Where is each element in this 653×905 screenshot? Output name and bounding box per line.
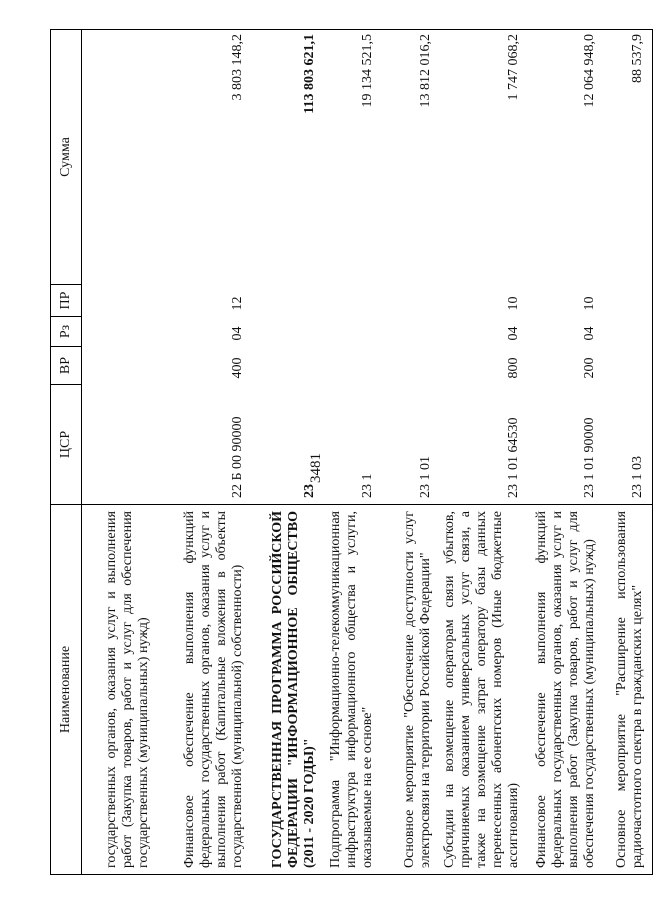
row-sum: 3 803 148,2 — [158, 30, 252, 285]
row-rz — [82, 317, 159, 347]
row-pr — [324, 285, 382, 317]
row-csr: 23 1 — [360, 473, 375, 498]
row-csr: 23 1 03 — [604, 385, 653, 505]
header-vr: ВР — [51, 347, 82, 385]
row-sum: 13 812 016,2 — [382, 30, 440, 285]
row-sum: 1 747 068,2 — [440, 30, 528, 285]
row-pr — [604, 285, 653, 317]
table-header-row — [51, 30, 82, 875]
row-vr: 800 — [506, 357, 521, 379]
row-name: Основное мероприятие "Расширение использования радиочастотного спектра в гражданских целях" — [604, 505, 653, 875]
row-csr: 23 1 01 90000 — [582, 417, 597, 498]
row-csr: 23 1 01 64530 — [506, 417, 521, 498]
row-name: Субсидии на возмещение операторам связи убытков, причиняемых оказанием универсальных услуг связи, а также на возмещение затрат оператору базы данных перенесенных абонентских номеров (Иные бюджетные ассигнования) — [440, 505, 528, 875]
row-sum: 19 134 521,5 — [324, 30, 382, 285]
row-vr — [252, 347, 324, 385]
row-pr — [82, 285, 159, 317]
table-row — [604, 30, 653, 875]
row-rz — [382, 317, 440, 347]
row-sum: 113 803 621,1 — [252, 30, 324, 285]
row-pr: 10 — [506, 296, 521, 311]
table-row — [158, 30, 252, 875]
row-sum: 12 064 948,0 — [528, 30, 604, 285]
page-number: 3481 — [308, 453, 324, 483]
table-row-program — [252, 30, 324, 875]
row-rz — [324, 317, 382, 347]
row-vr — [324, 347, 382, 385]
row-name: Финансовое обеспечение выполнения функций федеральных государственных органов, оказания услуг и выполнения работ (Капитальные вложения в объекты государственной (муниципальной) собственности) — [158, 505, 252, 875]
budget-table-rotated — [50, 30, 645, 875]
row-name: Подпрограмма "Информационно-телекоммуникационная инфраструктура информационного общества и услуги, оказываемые на ее основе" — [324, 505, 382, 875]
header-csr: ЦСР — [51, 385, 82, 505]
row-rz — [604, 317, 653, 347]
table-row — [82, 30, 159, 875]
row-vr — [382, 347, 440, 385]
row-name: Финансовое обеспечение выполнения функций федеральных государственных органов, оказания услуг и выполнения работ (Закупка товаров, работ и услуг для обеспечения государственных (муниципальных) нужд) — [528, 505, 604, 875]
table-row — [324, 30, 382, 875]
row-rz: 04 — [506, 326, 521, 341]
row-rz: 04 — [230, 326, 245, 341]
budget-table — [50, 29, 653, 875]
row-csr: 22 Б 00 90000 — [230, 416, 245, 498]
row-vr: 200 — [582, 357, 597, 379]
row-sum: 88 537,9 — [604, 30, 653, 285]
row-pr: 12 — [230, 296, 245, 311]
table-row — [440, 30, 528, 875]
row-pr — [252, 285, 324, 317]
row-sum — [82, 30, 159, 285]
table-row — [528, 30, 604, 875]
header-sum: Сумма — [51, 30, 82, 285]
table-row — [382, 30, 440, 875]
row-rz — [252, 317, 324, 347]
header-name: Наименование — [51, 505, 82, 875]
row-vr — [604, 347, 653, 385]
row-name: Основное мероприятие "Обеспечение доступности услуг электросвязи на территории Российской Федерации" — [382, 505, 440, 875]
row-name: ГОСУДАРСТВЕННАЯ ПРОГРАММА РОССИЙСКОЙ ФЕДЕРАЦИИ "ИНФОРМАЦИОННОЕ ОБЩЕСТВО (2011 - 2020 ГОДЫ)" — [252, 505, 324, 875]
row-csr: 23 1 01 — [418, 456, 433, 498]
row-pr: 10 — [582, 296, 597, 311]
row-csr — [82, 385, 159, 505]
row-csr: 23 — [302, 484, 317, 498]
row-vr: 400 — [230, 357, 245, 379]
row-vr — [82, 347, 159, 385]
header-rz: Рз — [51, 317, 82, 347]
row-pr — [382, 285, 440, 317]
row-name: государственных органов, оказания услуг и выполнения работ (Закупка товаров, работ и услуг для обеспечения государственных (муниципальных) нужд) — [82, 505, 159, 875]
header-pr: ПР — [51, 285, 82, 317]
row-rz: 04 — [582, 326, 597, 341]
